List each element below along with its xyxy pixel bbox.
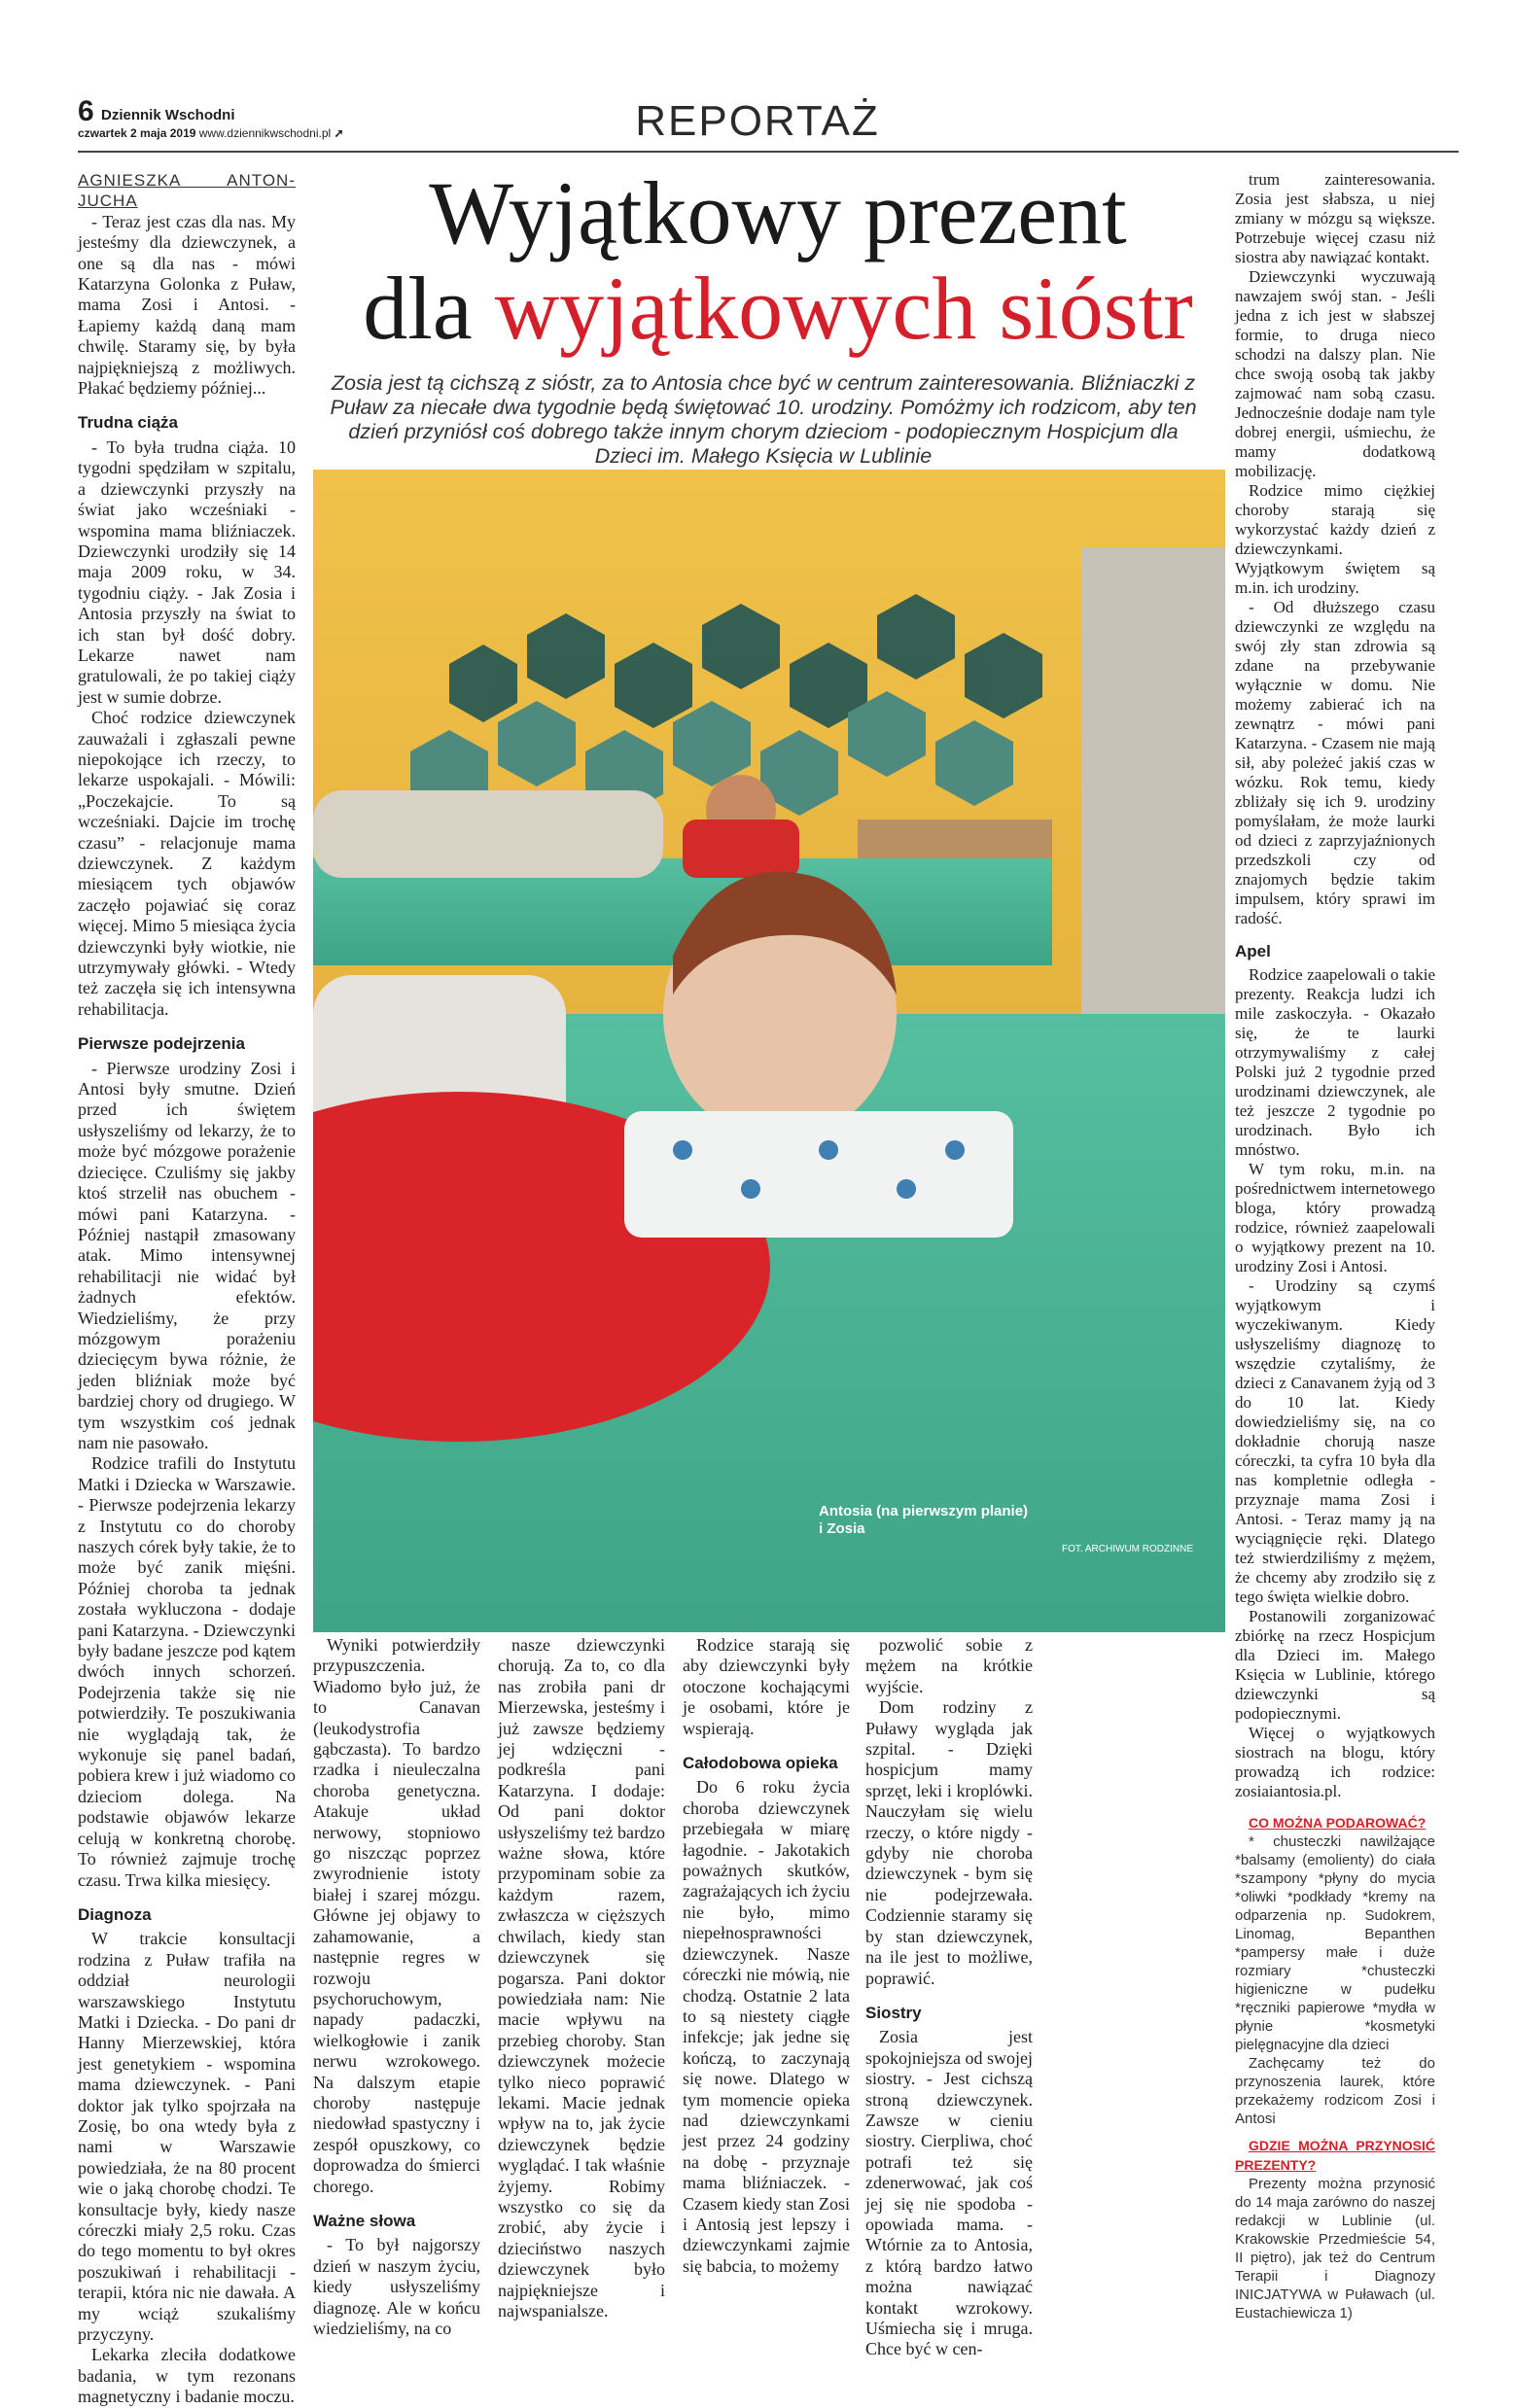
lede: Zosia jest tą cichszą z sióstr, za to Antosia chce być w centrum zainteresowania. Bliźniaczki z Puław za niecałe dwa tygodnie będą świętować 10. urodziny. Pomóżmy ich rodzicom, aby ten dzień przyniósł coś dobrego także innym chorym dzieciom - podopiecznym Hospicjum dla Dzieci im. Małego Księcia w Lublinie	[330, 371, 1197, 468]
column-3	[498, 1635, 665, 2321]
sidebar-text: Zachęcamy też do przynoszenia laurek, które przekażemy rodzicom Zosi i Antosi	[1235, 2055, 1435, 2127]
paper-name: Dziennik Wschodni	[101, 107, 235, 123]
subheading: Apel	[1235, 942, 1271, 960]
sidebar-text: * chusteczki nawilżające *balsamy (emolienty) do ciała *szampony *płyny do mycia *oliwki *podkłady *kremy na odparzenia np. Sudokrem, Linomag, Bepanthen *pampersy małe i duże rozmiary *chusteczki higieniczne w pudełku *ręczniki papierowe *mydła w płynie *kosmetyki pielęgnacyjne dla dzieci	[1235, 1833, 1435, 2053]
subheading: Siostry	[865, 2003, 922, 2022]
photo-illustration	[313, 470, 1225, 1632]
headline-plain: dla	[363, 259, 473, 358]
paragraph: W trakcie konsultacji rodzina z Puław trafiła na oddział neurologii warszawskiego Instytutu Matki i Dziecka. - Do pani dr Hanny Mierzewskiej, która jest genetykiem - wspomina mama dziewczynek. - Pani doktor jak tylko spojrzała na Zosię, bo ona wtedy była z nami w Warszawie powiedziała, że na 80 procent wie o jaką chorobę chodzi. Te konsultacje były, kiedy nasze córeczki miały 2,5 roku. Czas do tego momentu to był okres poszukiwań i rehabilitacji - terapii, która nic nie dawała. A my wciąż szukaliśmy przyczyny.	[78, 1929, 296, 2345]
subheading: Ważne słowa	[313, 2211, 416, 2230]
photo-caption	[819, 1503, 1110, 1538]
paragraph: nasze dziewczynki chorują. Za to, co dla nas zrobiła pani dr Mierzewska, jesteśmy i już zawsze będziemy jej wdzięczni - podkreśla pani Katarzyna. I dodaje: Od pani doktor usłyszeliśmy też bardzo ważne słowa, które przypominam sobie za każdym razem, zwłaszcza w cięższych chwilach, kiedy stan dziewczynek się pogarsza. Pani doktor powiedziała nam: Nie macie wpływu na przebieg choroby. Stan dziewczynek możecie tylko nieco poprawić lekami. Macie jednak wpływ na to, jak życie dziewczynek będzie wyglądać. I tak właśnie żyjemy. Robimy wszystko co się da zrobić, aby życie i dzieciństwo naszych dziewczynek było najpiękniejsze i najwspanialsze.	[498, 1635, 665, 2321]
photo-credit: FOT. ARCHIWUM RODZINNE	[1062, 1544, 1193, 1554]
paragraph: Dziewczynki wyczuwają nawzajem swój stan. - Jeśli jedna z ich jest w słabszej formie, to druga nieco schodzi na dalszy plan. Nie chce swoją osobą tak jakby zajmować nam sobą czasu. Jednocześnie dodaje nam tyle dobrej energii, uśmiechu, że mamy dodatkową mobilizację.	[1235, 267, 1435, 480]
paragraph: - To była trudna ciąża. 10 tygodni spędziłam w szpitalu, a dziewczynki przyszły na świat jako wcześniaki - wspomina mama bliźniaczek. Dziewczynki urodziły się 14 maja 2009 roku, w 34. tygodniu ciąży. - Jak Zosia i Antosia przyszły na świat to ich stan był dość dobry. Lekarze nawet nam gratulowali, że po takiej ciąży jest w sumie dobrze.	[78, 436, 296, 707]
paragraph: Postanowili zorganizować zbiórkę na rzecz Hospicjum dla Dzieci im. Małego Księcia w Lublinie, którego dziewczynki są podopiecznymi.	[1235, 1607, 1435, 1723]
page-number: 6	[78, 95, 94, 127]
paragraph: - To był najgorszy dzień w naszym życiu, kiedy usłyszeliśmy diagnozę. Ale w końcu wiedzieliśmy, na co	[313, 2235, 480, 2338]
paragraph: W tym roku, m.in. na pośrednictwem internetowego bloga, który prowadzą rodzice, również zaapelowali o wyjątkowy prezent na 10. urodziny Zosi i Antosi.	[1235, 1160, 1435, 1275]
paragraph: Dom rodziny z Puławy wygląda jak szpital. - Dzięki hospicjum mamy sprzęt, leki i kroplówki. Nauczyłam się wielu rzeczy, o które nigdy - gdyby nie choroba dziewczynek - bym się nie podejrzewała. Codziennie staramy się by stan dziewczynek, na ile jest to możliwe, poprawić.	[865, 1697, 1033, 1988]
subheading: Pierwsze podejrzenia	[78, 1034, 245, 1054]
headline-red: wyjątkowych sióstr	[494, 259, 1193, 358]
caption-line-2: i Zosia	[819, 1520, 865, 1537]
paragraph: Choć rodzice dziewczynek zauważali i zgłaszali pewne niepokojące ich rzeczy, to lekarze uspokajali. - Mówili: „Poczekajcie. To są wcześniaki. Dajcie im trochę czasu” - relacjonuje mama dziewczynek. Z każdym miesiącem tych objawów zaczęło pojawiać się coraz więcej. Mimo 5 miesiąca życia dziewczynki były wiotkie, nie utrzymywały główki. - Wtedy też zaczęła się ich intensywna rehabilitacja.	[78, 708, 296, 1019]
headline-line-1: Wyjątkowy prezent	[429, 163, 1127, 262]
headline-line-2	[301, 261, 1254, 356]
column-6	[1235, 170, 1435, 2322]
section-label: REPORTAŻ	[635, 97, 880, 145]
header-rule	[78, 151, 1459, 153]
cursor-icon: ➚	[334, 126, 344, 140]
paragraph: Rodzice starają się aby dziewczynki były otoczone kochającymi je osobami, które je wspierają.	[683, 1635, 850, 1738]
photo	[313, 470, 1225, 1632]
subheading: Diagnoza	[78, 1904, 152, 1924]
paragraph: Więcej o wyjątkowych siostrach na blogu, który prowadzą ich rodzice: zosiaiantosia.pl.	[1235, 1724, 1435, 1800]
caption-line-1: Antosia (na pierwszym planie)	[819, 1503, 1029, 1519]
sidebar-box	[1235, 1813, 1435, 2322]
column-1	[78, 170, 296, 2408]
column-2	[313, 1635, 480, 2339]
paragraph: Rodzice mimo ciężkiej choroby starają się wykorzystać każdy dzień z dziewczynkami. Wyjątkowym świętem są m.in. ich urodziny.	[1235, 481, 1435, 597]
date-text: czwartek 2 maja 2019	[78, 126, 196, 140]
paragraph: - Od dłuższego czasu dziewczynki ze względu na swój zły stan zdrowia są zdane na przebywanie wyłącznie w domu. Nie możemy zabierać ich na zewnątrz - mówi pani Katarzyna. - Czasem nie mają sił, aby poleżeć jakiś czas w wózku. Rok temu, kiedy zbliżały się ich 9. urodziny pomyślałam, że może laurki od dzieci z zaprzyjaźnionych przedszkoli czy od znajomych będzie takim impulsem, który sprawi im radość.	[1235, 598, 1435, 927]
paragraph: Lekarka zleciła dodatkowe badania, w tym rezonans magnetyczny i badanie moczu.	[78, 2345, 296, 2407]
paragraph: Rodzice zaapelowali o takie prezenty. Reakcja ludzi ich mile zaskoczyła. - Okazało się, że te laurki otrzymywaliśmy z całej Polski już 2 tygodnie przed urodzinami dziewczynek, ale też jeszcze 2 tygodnie po urodzinach. Było ich mnóstwo.	[1235, 965, 1435, 1159]
paragraph: Do 6 roku życia choroba dziewczynek przebiegała w miarę łagodnie. - Jakotakich poważnych skutków, zagrażających ich życiu nie było, mimo niepełnosprawności dziewczynek. Nasze córeczki nie mówią, nie chodzą. Ostatnie 2 lata to są niestety ciągłe infekcje; jak jedne się kończą, to zaczynają się nowe. Dlatego w tym momencie opieka nad dziewczynkami jest przez 24 godziny na dobę - przyznaje mama bliźniaczek. - Czasem kiedy stan Zosi i Antosią jest lepszy i dziewczynkami zajmie się babcia, to możemy	[683, 1777, 850, 2276]
sidebar-text: Prezenty można przynosić do 14 maja zarówno do naszej redakcji w Lublinie (ul. Krakowskie Przedmieście 54, II piętro), jak też do Centrum Terapii i Diagnozy INICJATYWA w Puławach (ul. Eustachiewicza 1)	[1235, 2176, 1435, 2321]
byline: AGNIESZKA ANTON-JUCHA	[78, 171, 296, 211]
paragraph: - Pierwsze urodziny Zosi i Antosi były smutne. Dzień przed ich świętem usłyszeliśmy od lekarzy, że to może być mózgowe porażenie dziecięce. Czuliśmy się jakby ktoś strzelił nas obuchem - mówi pani Katarzyna. - Później nastąpił zmasowany atak. Mimo intensywnej rehabilitacji nie widać był żadnych efektów. Wiedzieliśmy, że przy mózgowym porażeniu dziecięcym bywa różnie, że jeden bliźniak może być bardziej chory od drugiego. W tym wszystkim coś jednak nam nie pasowało.	[78, 1058, 296, 1452]
paragraph: Wyniki potwierdziły przypuszczenia. Wiadomo było już, że to Canavan (leukodystrofia gąbczasta). To bardzo rzadka i nieuleczalna choroba genetyczna. Atakuje układ nerwowy, stopniowo go niszcząc poprzez zwyrodnienie istoty białej i szarej mózgu. Główne jej objawy to zahamowanie, a następnie regres w rozwoju psychoruchowym, napady padaczki, wielkogłowie i zanik nerwu wzrokowego. Na dalszym etapie choroby następuje niedowład spastyczny i zespół opuszkowy, co doprowadza do śmierci chorego.	[313, 1635, 480, 2196]
column-5	[865, 1635, 1033, 2360]
paragraph: Rodzice trafili do Instytutu Matki i Dziecka w Warszawie. - Pierwsze podejrzenia lekarzy z Instytutu co do choroby naszych córek były takie, że to może być zanik mięśni. Później choroba ta jednak została wykluczona - dodaje pani Katarzyna. - Dziewczynki były badane jeszcze pod kątem dwóch innych schorzeń. Podejrzenia także się nie potwierdziły. Te poszukiwania nie wyglądają tak, że wykonuje się panel badań, pobiera krew i już wiadomo co dzieciom dolega. Na podstawie objawów lekarze celują w konkretną chorobę. To również zajmuje trochę czasu. Trwa kilka miesięcy.	[78, 1453, 296, 1890]
sidebar-heading: GDZIE MOŻNA PRZYNOSIĆ PREZENTY?	[1235, 2138, 1435, 2173]
paragraph: - Urodziny są czymś wyjątkowym i wyczekiwanym. Kiedy usłyszeliśmy diagnozę to wszędzie czytaliśmy, że dzieci z Canavanem żyją od 3 do 10 lat. Kiedy dowiedzieliśmy się, na co dokładnie chorują nasze córeczki, ta cyfra 10 była dla nas kompletnie odległa - przyznaje mama Zosi i Antosi. - Teraz mamy ją na wyciągnięcie ręki. Dlatego też stwierdziliśmy z mężem, że chcemy aby zrodziło się z tego święta wielkie dobro.	[1235, 1276, 1435, 1606]
sidebar-heading: CO MOŻNA PODAROWAĆ?	[1249, 1815, 1427, 1831]
subheading: Trudna ciąża	[78, 413, 178, 433]
column-4	[683, 1635, 850, 2277]
paragraph: trum zainteresowania. Zosia jest słabsza, u niej zmiany w mózgu są większe. Potrzebuje więcej czasu niż siostra aby nawiązać kontakt.	[1235, 170, 1435, 266]
headline	[301, 165, 1254, 356]
paragraph: Zosia jest spokojniejsza od swojej siostry. - Jest cichszą stroną dziewczynek. Zawsze w cieniu siostry. Cierpliwa, choć potrafi też się zdenerwować, jak coś jej się nie spodoba - opowiada mama. - Wtórnie za to Antosia, z którą bardzo łatwo można nawiązać kontakt wzrokowy. Uśmiecha się i mruga. Chce być w cen-	[865, 2027, 1033, 2359]
paragraph: - Teraz jest czas dla nas. My jesteśmy dla dziewczynek, a one są dla nas - mówi Katarzyna Golonka z Puław, mama Zosi i Antosi. - Łapiemy każdą daną mam chwilę. Staramy się, by była najpiękniejszą z możliwych. Płakać będziemy później...	[78, 211, 296, 399]
paragraph: pozwolić sobie z mężem na krótkie wyjście.	[865, 1635, 1033, 1696]
site-url[interactable]: www.dziennikwschodni.pl	[198, 126, 332, 140]
subheading: Całodobowa opieka	[683, 1754, 838, 1773]
